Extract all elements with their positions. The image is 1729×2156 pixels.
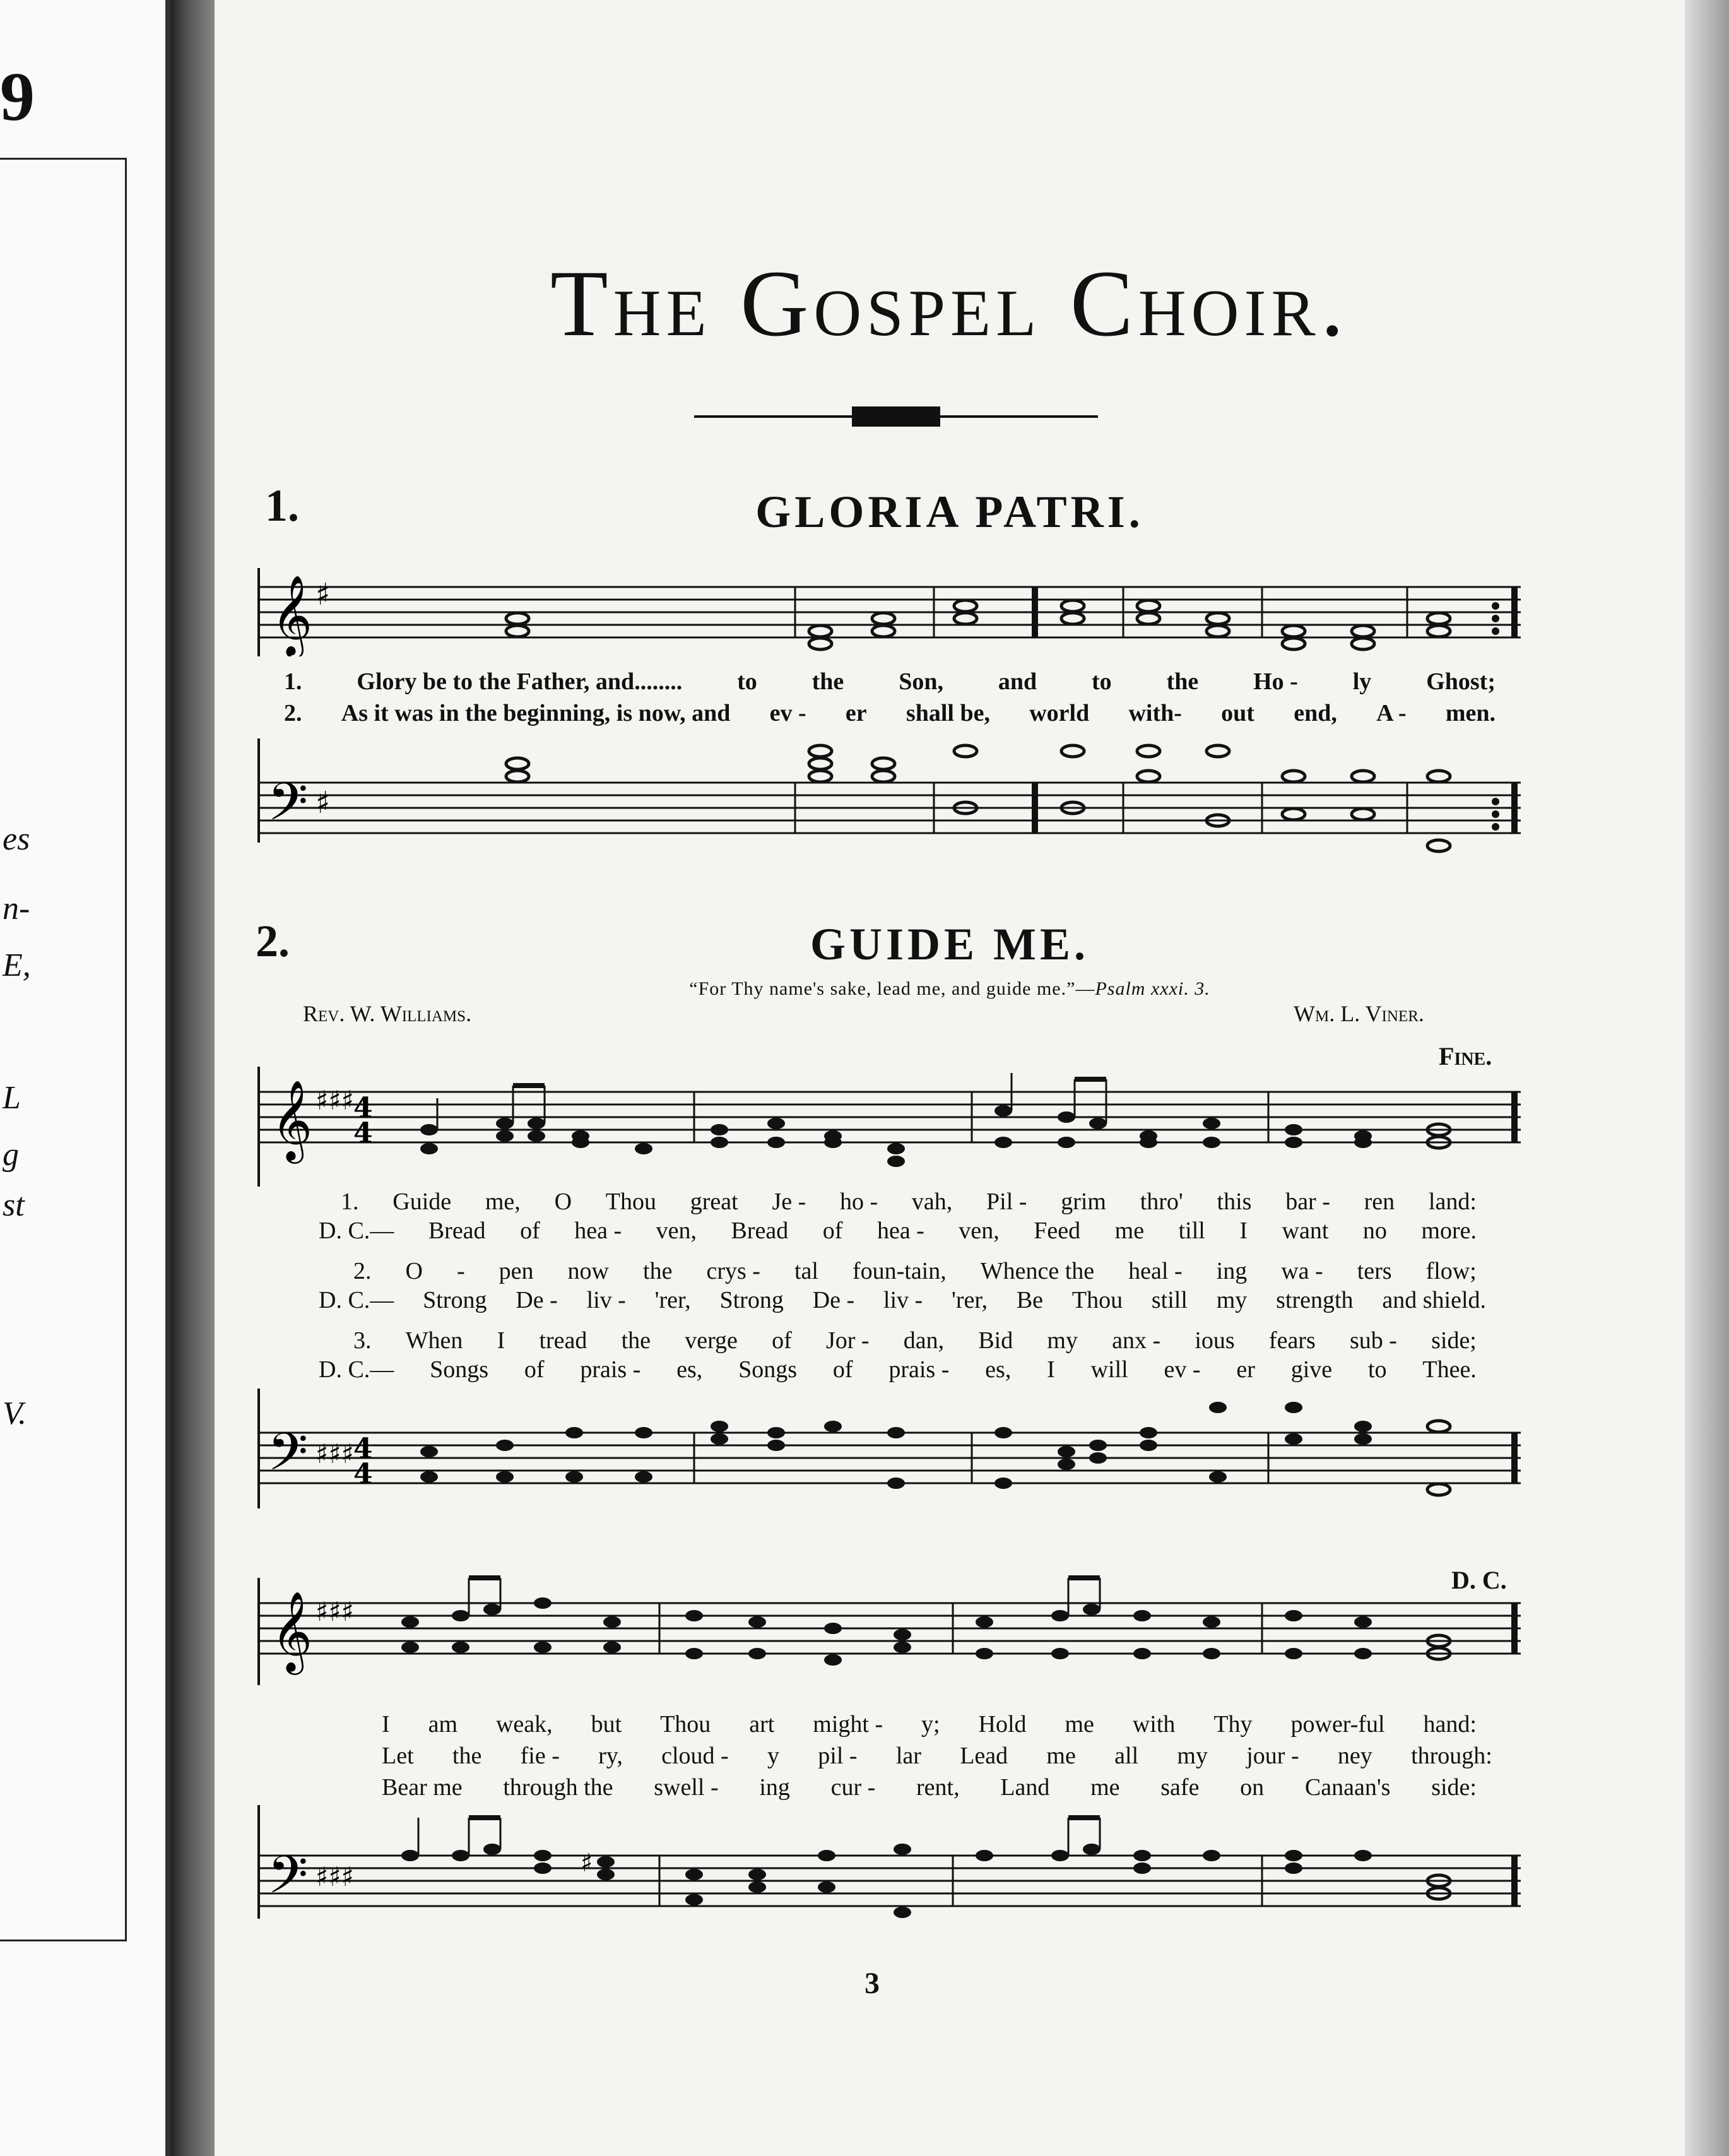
- guide-me-treble-staff-2: [252, 1565, 1540, 1685]
- dc-mark: D. C.: [1451, 1566, 1507, 1594]
- page-title: The Gospel Choir.: [550, 251, 1350, 356]
- author-credit: Rev. W. Williams.: [303, 1001, 472, 1026]
- composer-credit: Wm. L. Viner.: [1294, 1001, 1424, 1026]
- svg-text:𝄢: 𝄢: [268, 771, 309, 845]
- guide-me-refrain-1: I am weak, but Thou art might - y; Hold me with Thy power-ful hand:: [382, 1711, 1477, 1738]
- svg-text:♯♯♯: ♯♯♯: [316, 1596, 354, 1627]
- svg-text:𝄢: 𝄢: [268, 1421, 309, 1495]
- page-folio: 3: [864, 1967, 880, 2000]
- guide-me-refrain-3: Bear me through the swell - ing cur - rent, Land me safe on Canaan's side:: [382, 1774, 1477, 1801]
- hymn-title: GLORIA PATRI.: [755, 487, 1144, 537]
- fine-mark: Fine.: [1439, 1042, 1492, 1070]
- left-fragment: st: [3, 1187, 25, 1223]
- guide-me-dc-3: D. C.— Songs of prais - es, Songs of prais - es, I will ev - er give to Thee.: [319, 1356, 1477, 1383]
- svg-text:𝄞: 𝄞: [271, 1079, 313, 1160]
- guide-me-bass-staff-2: [252, 1805, 1540, 1938]
- svg-text:4: 4: [353, 1458, 373, 1490]
- guide-me-dc-2: D. C.— Strong De - liv - 'rer, Strong De - liv - 'rer, Be Thou still my strength and shield.: [319, 1287, 1486, 1313]
- left-fragment: n-: [3, 891, 30, 927]
- epigraph: [215, 978, 1685, 1000]
- hymn-number: 1.: [265, 480, 299, 531]
- gloria-lyric-line-1: 1. Glory be to the Father, and........ to the Son, and to the Ho - ly Ghost;: [284, 668, 1496, 695]
- svg-text:4: 4: [353, 1433, 373, 1465]
- left-fragment: E,: [3, 947, 31, 983]
- guide-me-bass-staff-1: [252, 1389, 1540, 1515]
- guide-me-verse-2: 2. O - pen now the crys - tal foun-tain, Whence the heal - ing wa - ters flow;: [353, 1258, 1477, 1284]
- epigraph-text: “For Thy name's sake, lead me, and guide me.”—: [689, 978, 1095, 999]
- svg-text:♯♯♯: ♯♯♯: [316, 1861, 354, 1892]
- epigraph-reference: Psalm xxxi. 3.: [1095, 978, 1210, 999]
- left-fragment: es: [3, 821, 30, 857]
- svg-text:𝄞: 𝄞: [271, 1590, 313, 1671]
- guide-me-treble-staff-1: [252, 1067, 1540, 1187]
- guide-me-refrain-2: Let the fie - ry, cloud - y pil - lar Lead me all my jour - ney through:: [382, 1743, 1492, 1769]
- left-page-frame: [0, 158, 127, 1941]
- left-fragment: V.: [3, 1395, 27, 1431]
- svg-text:4: 4: [353, 1117, 373, 1149]
- left-fragment: L: [3, 1080, 21, 1116]
- svg-text:♯: ♯: [316, 785, 331, 820]
- svg-text:♯♯♯: ♯♯♯: [316, 1085, 354, 1116]
- hymn-number: 2.: [256, 916, 290, 966]
- page-edge: [1685, 0, 1729, 2156]
- svg-text:𝄞: 𝄞: [271, 574, 313, 655]
- guide-me-verse-3: 3. When I tread the verge of Jor - dan, Bid my anx - ious fears sub - side;: [353, 1327, 1477, 1354]
- gloria-lyric-line-2: 2. As it was in the beginning, is now, and ev - er shall be, world with- out end, A - men.: [284, 700, 1496, 726]
- left-facing-page: [0, 0, 170, 2156]
- title-ornament: [694, 404, 1098, 429]
- svg-text:♯♯♯: ♯♯♯: [316, 1438, 354, 1469]
- svg-text:𝄢: 𝄢: [268, 1844, 309, 1918]
- hymn-title: GUIDE ME.: [810, 919, 1090, 969]
- gloria-treble-staff: [252, 568, 1540, 656]
- svg-text:♯: ♯: [581, 1849, 593, 1878]
- book-gutter: [170, 0, 215, 2156]
- guide-me-verse-1: 1. Guide me, O Thou great Je - ho - vah, Pil - grim thro' this bar - ren land:: [341, 1188, 1477, 1215]
- guide-me-dc-1: D. C.— Bread of hea - ven, Bread of hea - ven, Feed me till I want no more.: [319, 1217, 1477, 1244]
- left-page-number: 9: [0, 58, 35, 135]
- left-fragment: g: [3, 1137, 19, 1173]
- gloria-bass-staff: [252, 738, 1540, 865]
- svg-text:♯: ♯: [316, 577, 331, 612]
- svg-text:4: 4: [353, 1092, 373, 1124]
